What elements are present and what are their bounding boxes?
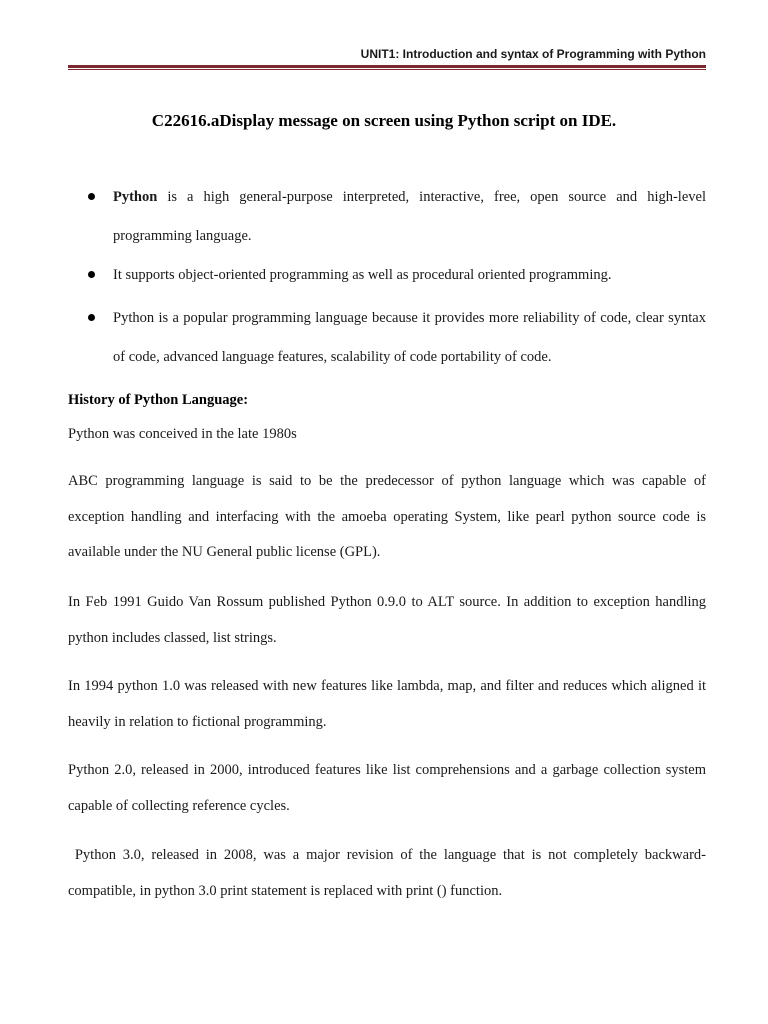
bullet-dot-icon xyxy=(88,193,95,200)
bullet-item xyxy=(68,256,706,295)
paragraph: In Feb 1991 Guido Van Rossum published Python 0.9.0 to ALT source. In addition to exception handling python includes classed, list strings. xyxy=(68,594,706,646)
bullet-bold-lead: Python xyxy=(113,189,158,205)
bullet-item xyxy=(68,178,706,256)
paragraph: ABC programming language is said to be the predecessor of python language which was capable of exception handling and interfacing with the amoeba operating System, like pearl python source code is available under the NU General public license (GPL). xyxy=(68,473,706,560)
header-rule-thin xyxy=(68,69,706,70)
bullet-dot-icon xyxy=(88,314,95,321)
bullet-list xyxy=(68,178,706,377)
bullet-text: It supports object-oriented programming as well as procedural oriented programming. xyxy=(113,267,612,283)
section-heading-history: History of Python Language: xyxy=(68,392,249,408)
bullet-dot-icon xyxy=(88,271,95,278)
page-title: C22616.aDisplay message on screen using Python script on IDE. xyxy=(151,111,617,130)
bullet-text: Python is a popular programming language because it provides more reliability of code, clear syntax of code, advanced language features, scalability of code portability of code. xyxy=(113,310,706,365)
paragraph: In 1994 python 1.0 was released with new features like lambda, map, and filter and reduces which aligned it heavily in relation to fictional programming. xyxy=(68,678,706,730)
paragraph: Python 3.0, released in 2008, was a major revision of the language that is not completely backward-compatible, in python 3.0 print statement is replaced with print () function. xyxy=(68,847,706,899)
header-rule xyxy=(68,65,706,68)
bullet-text: is a high general-purpose interpreted, interactive, free, open source and high-level programming language. xyxy=(113,189,706,244)
paragraph: Python 2.0, released in 2000, introduced features like list comprehensions and a garbage collection system capable of collecting reference cycles. xyxy=(68,762,706,814)
running-header: UNIT1: Introduction and syntax of Programming with Python xyxy=(360,47,706,61)
paragraph: Python was conceived in the late 1980s xyxy=(68,426,297,442)
bullet-item xyxy=(68,299,706,377)
